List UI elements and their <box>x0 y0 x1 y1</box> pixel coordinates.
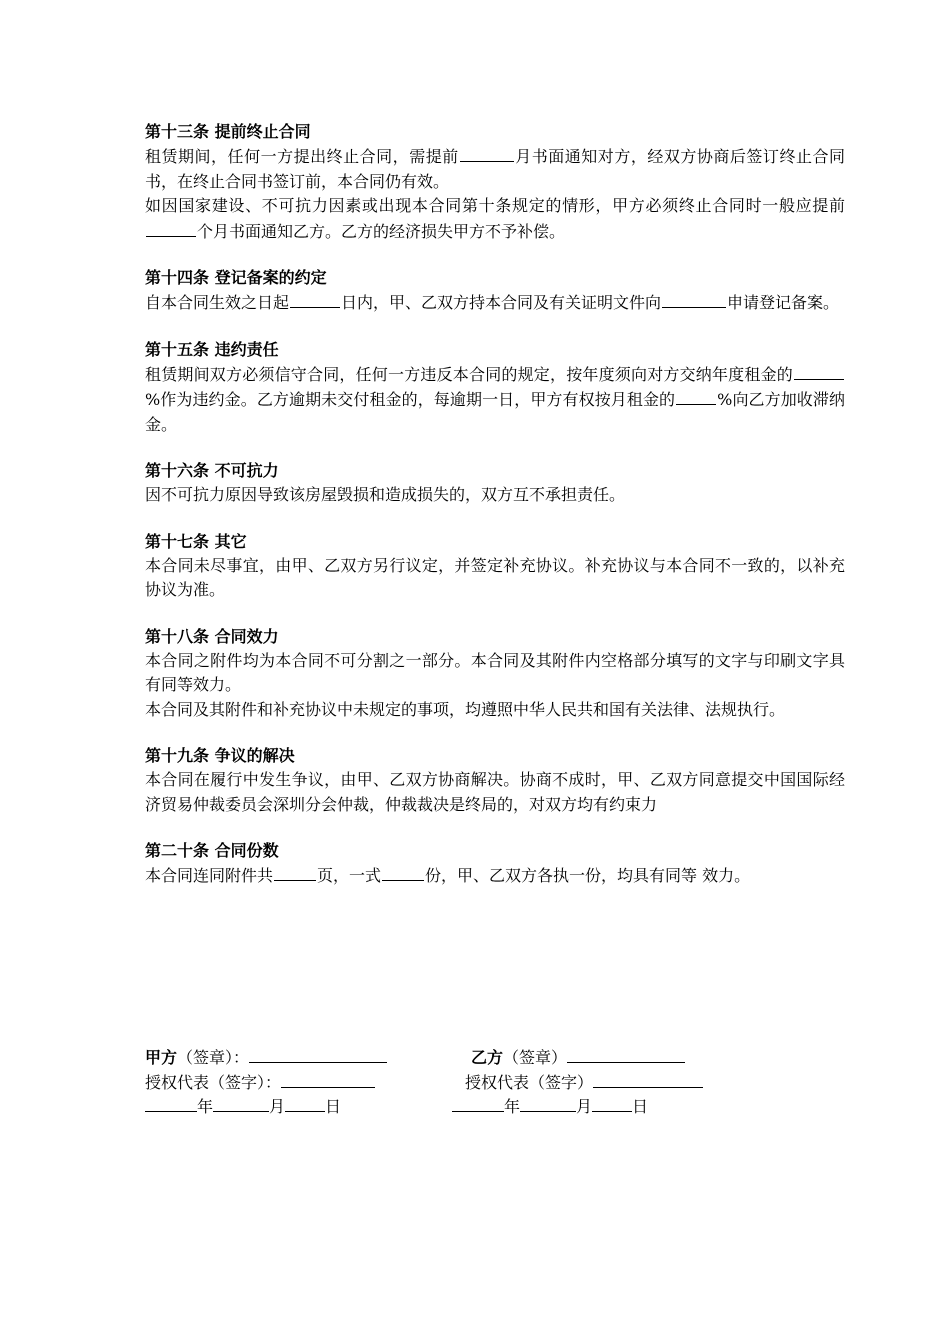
party-b-rep-label: 授权代表（签字） <box>465 1072 594 1092</box>
party-a-rep-line[interactable] <box>281 1070 375 1088</box>
section-heading: 第十六条 不可抗力 <box>145 461 279 480</box>
section-paragraph <box>145 144 845 194</box>
section-13 <box>145 120 845 244</box>
text-segment: 租赁期间双方必须信守合同，任何一方违反本合同的规定，按年度须向对方交纳年度租金的 <box>145 364 793 384</box>
date-month-blank[interactable] <box>213 1094 269 1112</box>
fill-blank[interactable] <box>274 863 316 881</box>
section-paragraph: 本合同及其附件和补充协议中未规定的事项，均遵照中华人民共和国有关法律、法规执行。 <box>145 699 786 719</box>
section-heading: 第十三条 提前终止合同 <box>145 122 311 141</box>
section-heading: 第十七条 其它 <box>145 531 247 551</box>
section-17 <box>145 530 845 603</box>
date-month-label: 月 <box>269 1097 286 1116</box>
section-paragraph <box>145 290 845 316</box>
date-year-label: 年 <box>504 1097 521 1116</box>
fill-blank[interactable] <box>146 219 196 237</box>
party-b-seal-label: （签章） <box>503 1048 568 1067</box>
date-month-label: 月 <box>576 1097 593 1116</box>
section-paragraph: 本合同在履行中发生争议，由甲、乙双方协商解决。协商不成时，甲、乙双方同意提交中国国际经济贸易仲裁委员会深圳分会仲裁，仲裁裁决是终局的，对双方均有约束力 <box>145 770 845 814</box>
fill-blank[interactable] <box>676 387 716 405</box>
text-segment: %向乙方加收滞纳金。 <box>145 390 845 434</box>
fill-blank[interactable] <box>460 144 514 162</box>
text-segment: 个月书面通知乙方。乙方的经济损失甲方不予补偿。 <box>197 221 566 241</box>
section-19 <box>145 744 845 817</box>
signature-row-seal <box>145 1045 845 1070</box>
party-b-label: 乙方 <box>471 1048 504 1067</box>
text-segment: 日内，甲、乙双方持本合同及有关证明文件向 <box>341 293 662 312</box>
signature-block <box>145 1045 845 1119</box>
party-a-date <box>145 1094 341 1120</box>
section-heading: 第十五条 违约责任 <box>145 339 279 359</box>
section-14 <box>145 266 845 316</box>
section-heading: 第十八条 合同效力 <box>145 626 279 646</box>
fill-blank[interactable] <box>382 863 424 881</box>
fill-blank[interactable] <box>662 290 726 308</box>
section-paragraph <box>145 362 845 438</box>
text-segment: 月书面通知对方，经双方协商后签订终止合同书，在终止合同书签订前，本合同仍有效。 <box>145 147 845 191</box>
party-b-rep-line[interactable] <box>593 1070 703 1088</box>
contract-page <box>145 120 845 911</box>
section-paragraph <box>145 863 845 889</box>
party-b-seal-line[interactable] <box>567 1045 685 1063</box>
section-heading: 第二十条 合同份数 <box>145 841 279 860</box>
date-year-blank[interactable] <box>452 1094 504 1112</box>
text-segment: 页，一式 <box>317 866 382 885</box>
fill-blank[interactable] <box>290 290 340 308</box>
party-a-seal-line[interactable] <box>249 1045 387 1063</box>
section-15 <box>145 338 845 438</box>
date-day-label: 日 <box>325 1097 342 1116</box>
section-paragraph: 因不可抗力原因导致该房屋毁损和造成损失的，双方互不承担责任。 <box>145 485 626 504</box>
party-a-rep-label: 授权代表（签字）： <box>145 1072 282 1092</box>
fill-blank[interactable] <box>794 362 844 380</box>
date-day-blank[interactable] <box>285 1094 325 1112</box>
text-segment: 如因国家建设、不可抗力因素或出现本合同第十条规定的情形，甲方必须终止合同时一般应提前 <box>145 196 845 215</box>
section-18 <box>145 625 845 723</box>
section-heading: 第十九条 争议的解决 <box>145 746 295 765</box>
date-day-label: 日 <box>632 1097 649 1116</box>
text-segment: %作为违约金。乙方逾期未交付租金的，每逾期一日，甲方有权按月租金的 <box>145 390 676 409</box>
party-b-rep <box>465 1070 703 1096</box>
party-a-seal <box>145 1045 387 1071</box>
section-16 <box>145 459 845 508</box>
party-a-rep <box>145 1070 375 1096</box>
date-year-label: 年 <box>197 1097 214 1116</box>
text-segment: 租赁期间，任何一方提出终止合同，需提前 <box>145 147 459 166</box>
date-month-blank[interactable] <box>520 1094 576 1112</box>
text-segment: 申请登记备案。 <box>727 293 840 312</box>
party-b-date <box>452 1094 648 1120</box>
party-a-seal-label: （签章）： <box>177 1048 250 1067</box>
text-segment: 自本合同生效之日起 <box>145 293 290 312</box>
text-segment: 本合同连同附件共 <box>145 866 274 885</box>
section-paragraph: 本合同之附件均为本合同不可分割之一部分。本合同及其附件内空格部分填写的文字与印刷文字具有同等效力。 <box>145 650 845 694</box>
section-paragraph <box>145 194 845 244</box>
party-a-label: 甲方 <box>145 1048 178 1067</box>
date-year-blank[interactable] <box>145 1094 197 1112</box>
section-paragraph: 本合同未尽事宜，由甲、乙双方另行议定，并签定补充协议。补充协议与本合同不一致的，以补充协议为准。 <box>145 555 845 599</box>
party-b-seal <box>471 1045 685 1071</box>
section-heading: 第十四条 登记备案的约定 <box>145 268 327 287</box>
text-segment: 份，甲、乙双方各执一份，均具有同等 效力。 <box>425 866 751 885</box>
signature-row-date <box>145 1094 845 1119</box>
date-day-blank[interactable] <box>592 1094 632 1112</box>
section-20 <box>145 839 845 889</box>
signature-row-rep <box>145 1070 845 1095</box>
